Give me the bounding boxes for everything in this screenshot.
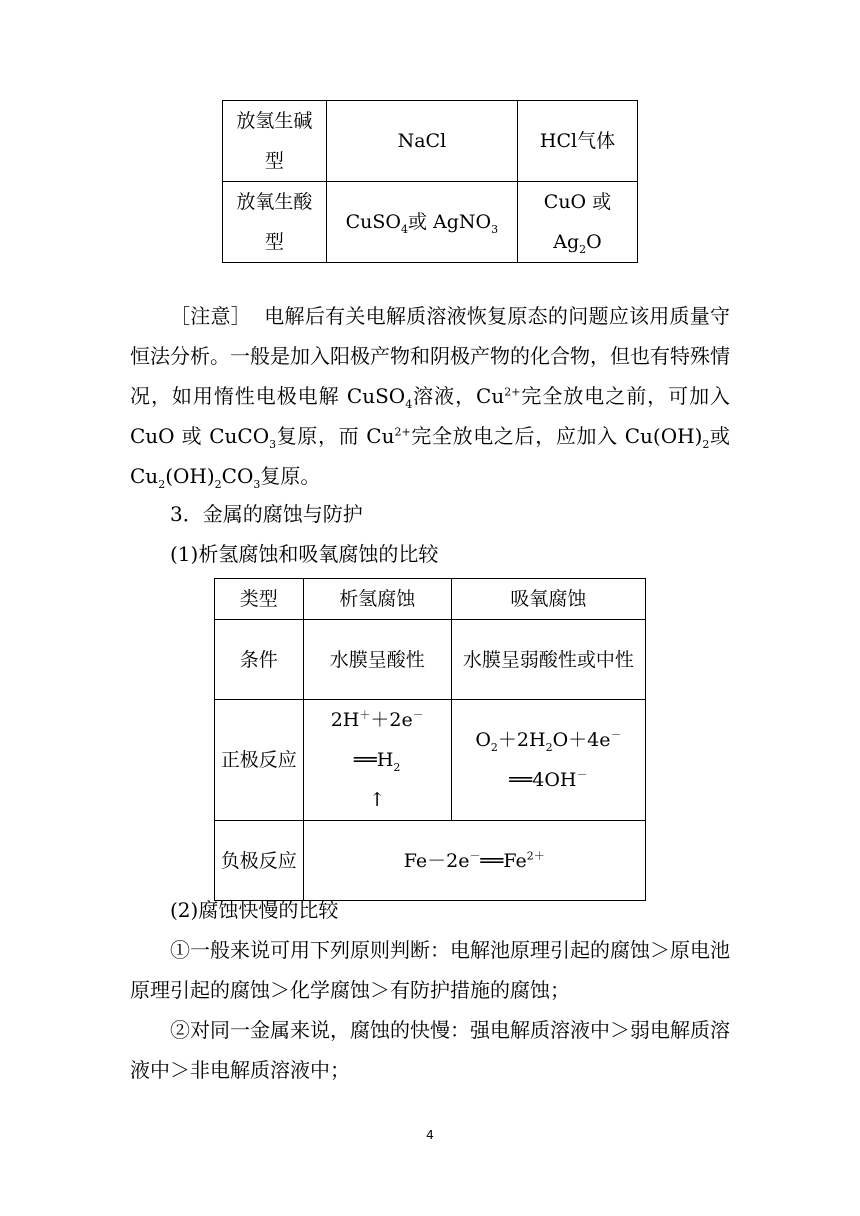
electrolysis-restore-table bbox=[222, 100, 638, 263]
electrolyte-cell: CuSO$_4$或 AgNO$_3$ bbox=[326, 182, 517, 263]
table-cell: $Fe-2e^-══Fe^{2+}$ bbox=[303, 821, 645, 901]
principle-item-1: ①一般来说可用下列原则判断：电解池原理引起的腐蚀＞原电池原理引起的腐蚀＞化学腐蚀＞有防护措施的腐蚀； bbox=[130, 938, 730, 1002]
header-cell: 吸氧腐蚀 bbox=[451, 579, 645, 620]
row-label: 正极反应 bbox=[215, 700, 304, 821]
row-label: 负极反应 bbox=[215, 821, 304, 901]
row-label: 条件 bbox=[215, 620, 304, 700]
page-number: 4 bbox=[426, 1128, 434, 1142]
note-text: 电解后有关电解质溶液恢复原态的问题应该用质量守恒法分析。一般是加入阳极产物和阴极产物的化合物，但也有特殊情况，如用惰性电极电解 bbox=[130, 304, 731, 408]
table-row bbox=[223, 182, 638, 263]
section-title: 3．金属的腐蚀与防护 bbox=[170, 502, 363, 526]
restore-cell: CuO 或 $Ag_2O$ bbox=[517, 182, 637, 263]
type-cell: 放氧生酸型 bbox=[223, 182, 327, 263]
principle-item-2: ②对同一金属来说，腐蚀的快慢：强电解质溶液中＞弱电解质溶液中＞非电解质溶液中； bbox=[130, 1018, 730, 1082]
table-cell: $2H^++2e^-══H_2$ ↑ bbox=[303, 700, 451, 821]
table-row bbox=[215, 821, 646, 901]
subsection-title: (1)析氢腐蚀和吸氧腐蚀的比较 bbox=[170, 542, 439, 566]
table-cell: 水膜呈酸性 bbox=[303, 620, 451, 700]
electrolyte-cell: NaCl bbox=[326, 101, 517, 182]
header-cell: 类型 bbox=[215, 579, 304, 620]
corrosion-comparison-table bbox=[214, 578, 646, 901]
type-cell: 放氢生碱型 bbox=[223, 101, 327, 182]
subsection-title: (2)腐蚀快慢的比较 bbox=[170, 898, 339, 922]
table-row bbox=[215, 620, 646, 700]
restore-cell: HCl气体 bbox=[517, 101, 637, 182]
note-paragraph: ［注意］ 电解后有关电解质溶液恢复原态的问题应该用质量守恒法分析。一般是加入阳极产物和阴极产物的化合物，但也有特殊情况，如用惰性电极电解 CuSO$_4$溶液，$Cu^{2+}$完全放电之前，可加入 CuO 或 CuCO$_3$复原，而 $Cu^{2+}$完全放电之后，应加入 $Cu(OH)_2$或 $Cu_2(OH)_2CO_3$复原。 bbox=[130, 304, 731, 491]
table-row bbox=[223, 101, 638, 182]
header-cell: 析氢腐蚀 bbox=[303, 579, 451, 620]
note-end: 复原。 bbox=[260, 464, 321, 488]
table-cell: $O_2+2H_2O+4e^-$ ══4OH－ bbox=[451, 700, 645, 821]
note-label: ［注意］ bbox=[170, 304, 252, 328]
table-cell: 水膜呈弱酸性或中性 bbox=[451, 620, 645, 700]
table-row bbox=[215, 700, 646, 821]
table-header-row bbox=[215, 579, 646, 620]
